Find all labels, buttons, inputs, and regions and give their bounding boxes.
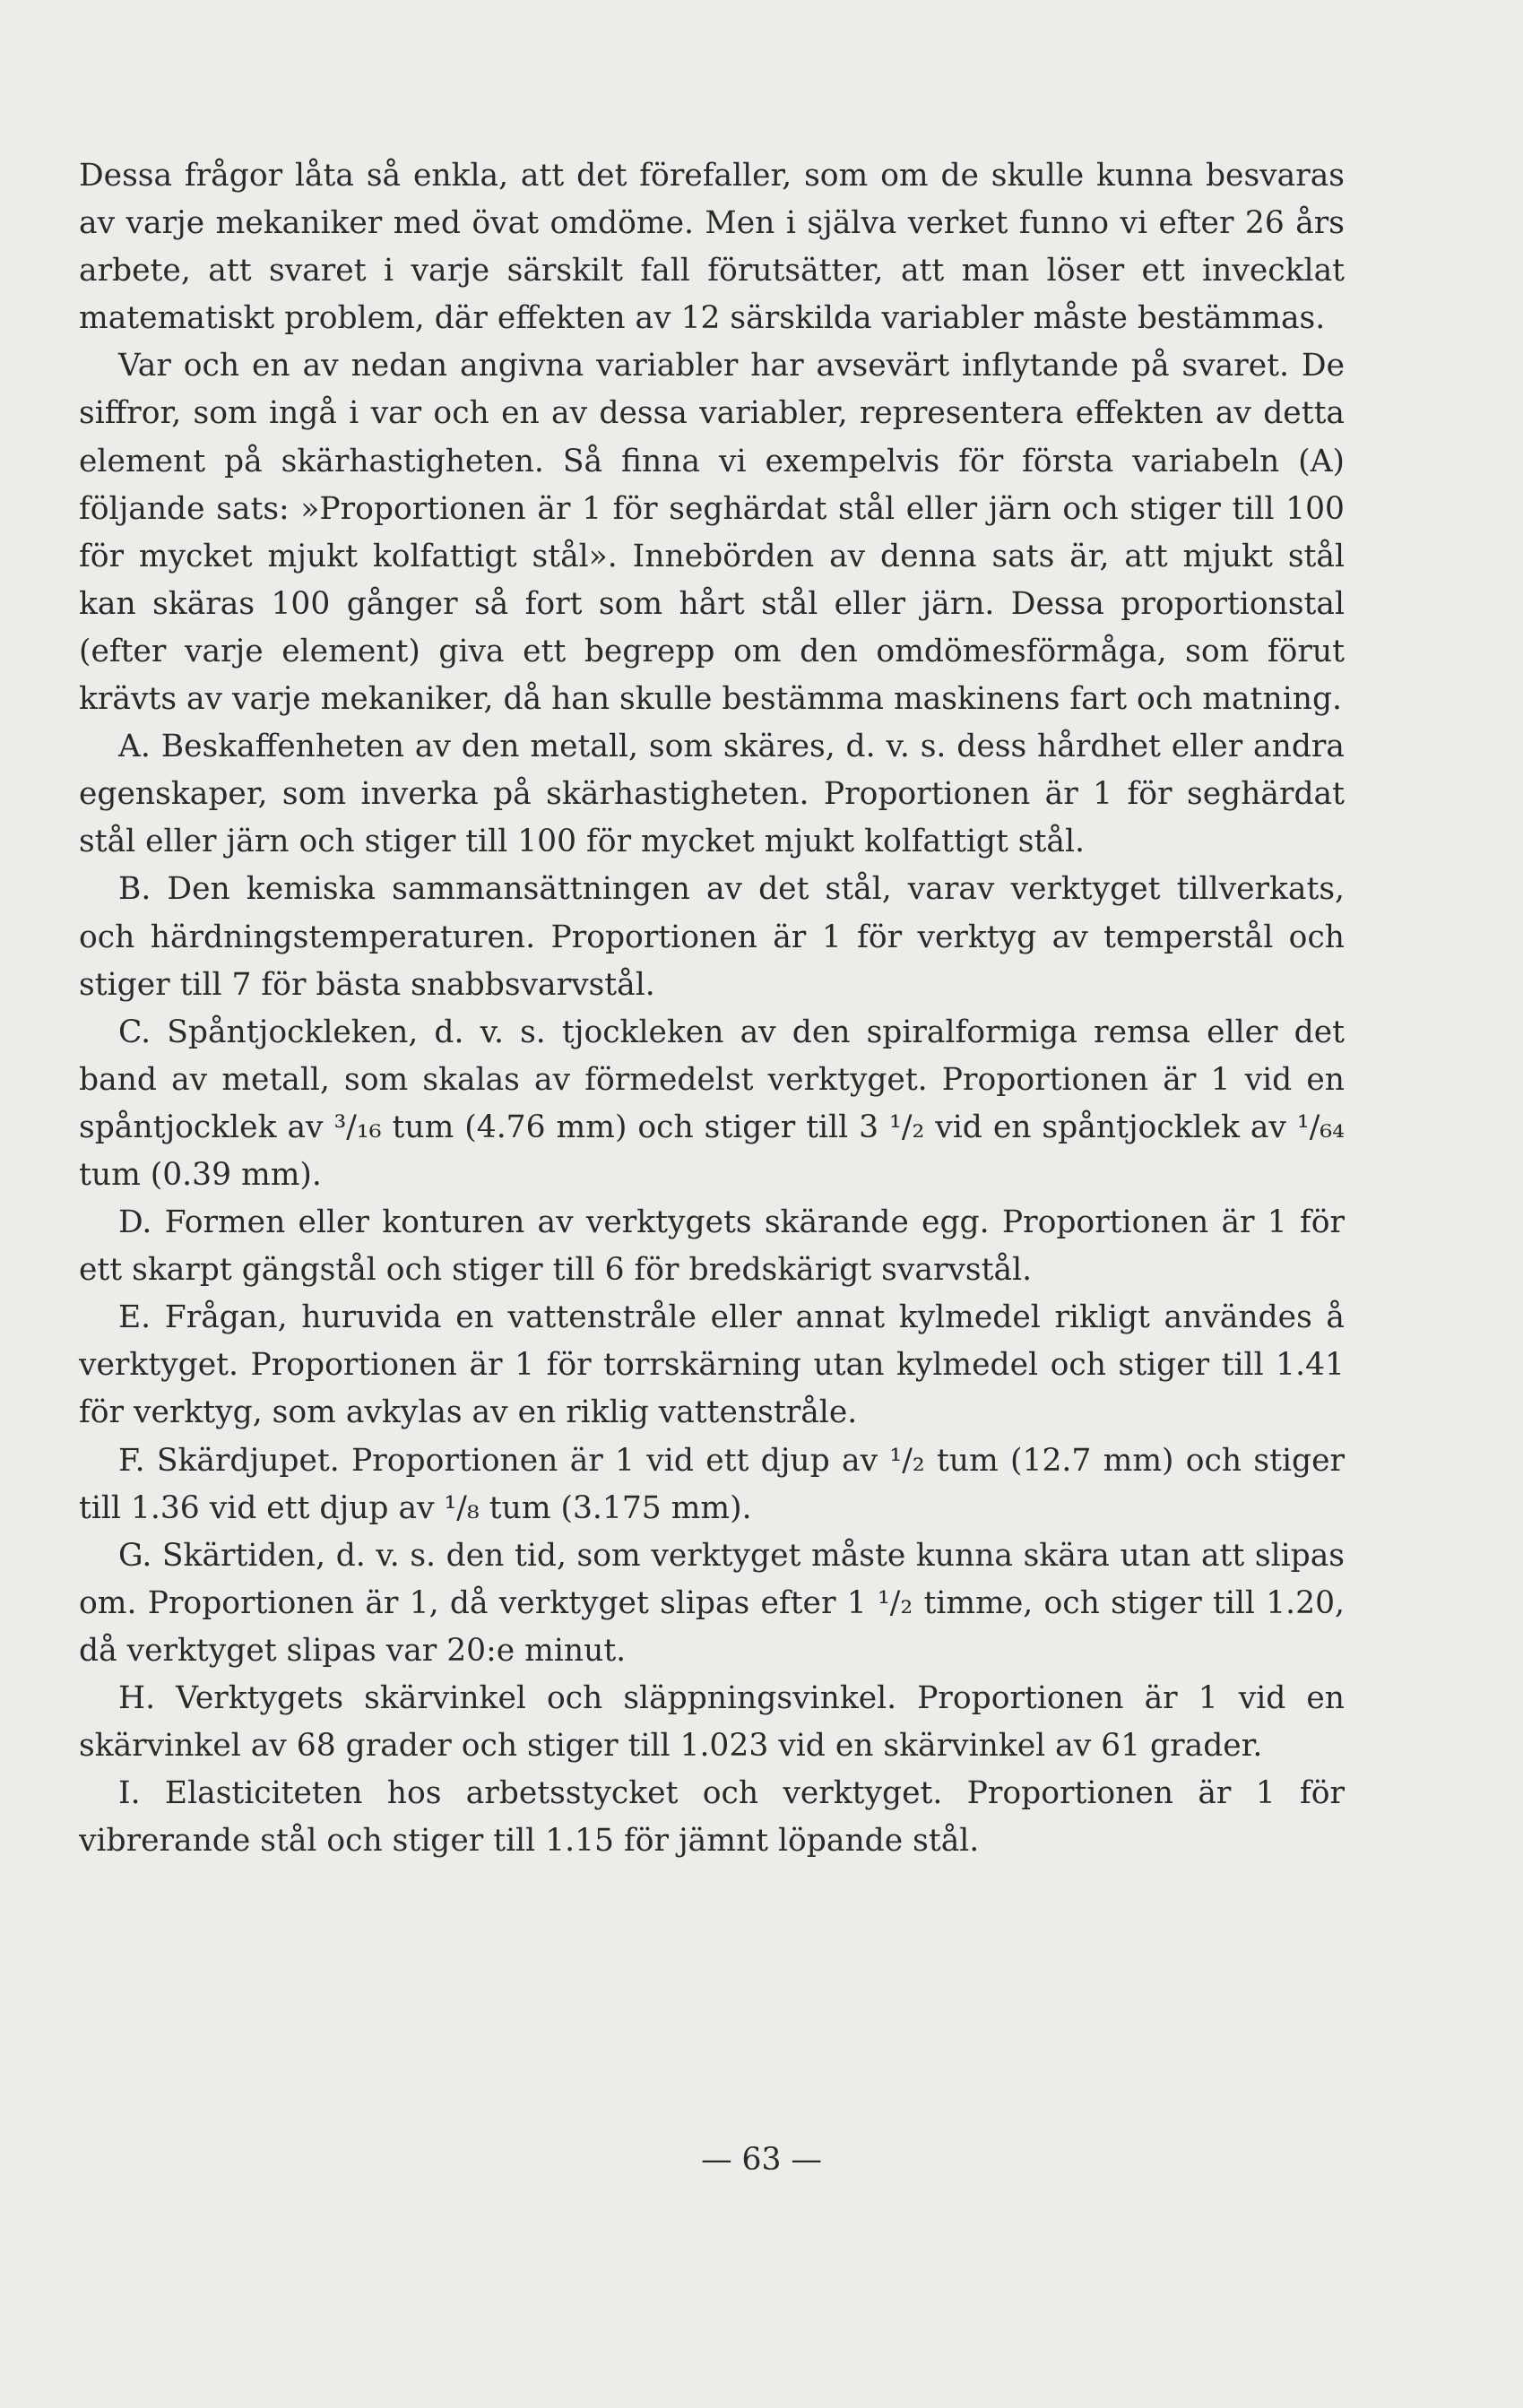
paragraph-variable-e: E. Frågan, huruvida en vattenstråle eller annat kylmedel rikligt användes å verktyget. Proportionen är 1 för torrskärning utan kylmedel och stiger till 1.41 för verktyg, som avkylas av en riklig vattenstråle. [79,1299,1345,1431]
paragraph-variable-b: B. Den kemiska sammansättningen av det stål, varav verktyget tillverkats, och härdningstemperaturen. Proportionen är 1 för verktyg av temperstål och stiger till 7 för bästa snabbsvarvstål. [79,871,1345,1003]
body-text [79,152,1345,1865]
paragraph-variables-overview: Var och en av nedan angivna variabler har avsevärt inflytande på svaret. De siffror, som ingå i var och en av dessa variabler, representera effekten av detta element på skärhastigheten. Så finna vi exempelvis för första variabeln (A) följande sats: »Proportionen är 1 för seghärdat stål eller järn och stiger till 100 för mycket mjukt kolfattigt stål». Innebörden av denna sats är, att mjukt stål kan skäras 100 gånger så fort som hårt stål eller järn. Dessa proportionstal (efter varje element) giva ett begrepp om den omdömesförmåga, som förut krävts av varje mekaniker, då han skulle bestämma maskinens fart och matning. [79,348,1345,718]
paragraph-variable-i: I. Elasticiteten hos arbetsstycket och verktyget. Proportionen är 1 för vibrerande stål och stiger till 1.15 för jämnt löpande stål. [79,1775,1345,1860]
paragraph-intro: Dessa frågor låta så enkla, att det förefaller, som om de skulle kunna besvaras av varje mekaniker med övat omdöme. Men i själva verket funno vi efter 26 års arbete, att svaret i varje särskilt fall förutsätter, att man löser ett invecklat matematiskt problem, där effekten av 12 särskilda variabler måste bestämmas. [79,158,1345,337]
page-number: — 63 — [701,2142,822,2178]
paragraph-variable-d: D. Formen eller konturen av verktygets skärande egg. Proportionen är 1 för ett skarpt gängstål och stiger till 6 för bredskärigt svarvstål. [79,1204,1345,1289]
paragraph-variable-g: G. Skärtiden, d. v. s. den tid, som verktyget måste kunna skära utan att slipas om. Proportionen är 1, då verktyget slipas efter 1 ¹/₂ timme, och stiger till 1.20, då verktyget slipas var 20:e minut. [79,1537,1345,1669]
paragraph-variable-h: H. Verktygets skärvinkel och släppningsvinkel. Proportionen är 1 vid en skärvinkel av 68 grader och stiger till 1.023 vid en skärvinkel av 61 grader. [79,1680,1345,1765]
paragraph-variable-c: C. Spåntjockleken, d. v. s. tjockleken av den spiralformiga remsa eller det band av metall, som skalas av förmedelst verktyget. Proportionen är 1 vid en spåntjocklek av ³/₁₆ tum (4.76 mm) och stiger till 3 ¹/₂ vid en spåntjocklek av ¹/₆₄ tum (0.39 mm). [79,1014,1345,1193]
paragraph-variable-a: A. Beskaffenheten av den metall, som skäres, d. v. s. dess hårdhet eller andra egenskaper, som inverka på skärhastigheten. Proportionen är 1 för seghärdat stål eller järn och stiger till 100 för mycket mjukt kolfattigt stål. [79,729,1345,860]
paragraph-variable-f: F. Skärdjupet. Proportionen är 1 vid ett djup av ¹/₂ tum (12.7 mm) och stiger till 1.36 vid ett djup av ¹/₈ tum (3.175 mm). [79,1442,1345,1526]
